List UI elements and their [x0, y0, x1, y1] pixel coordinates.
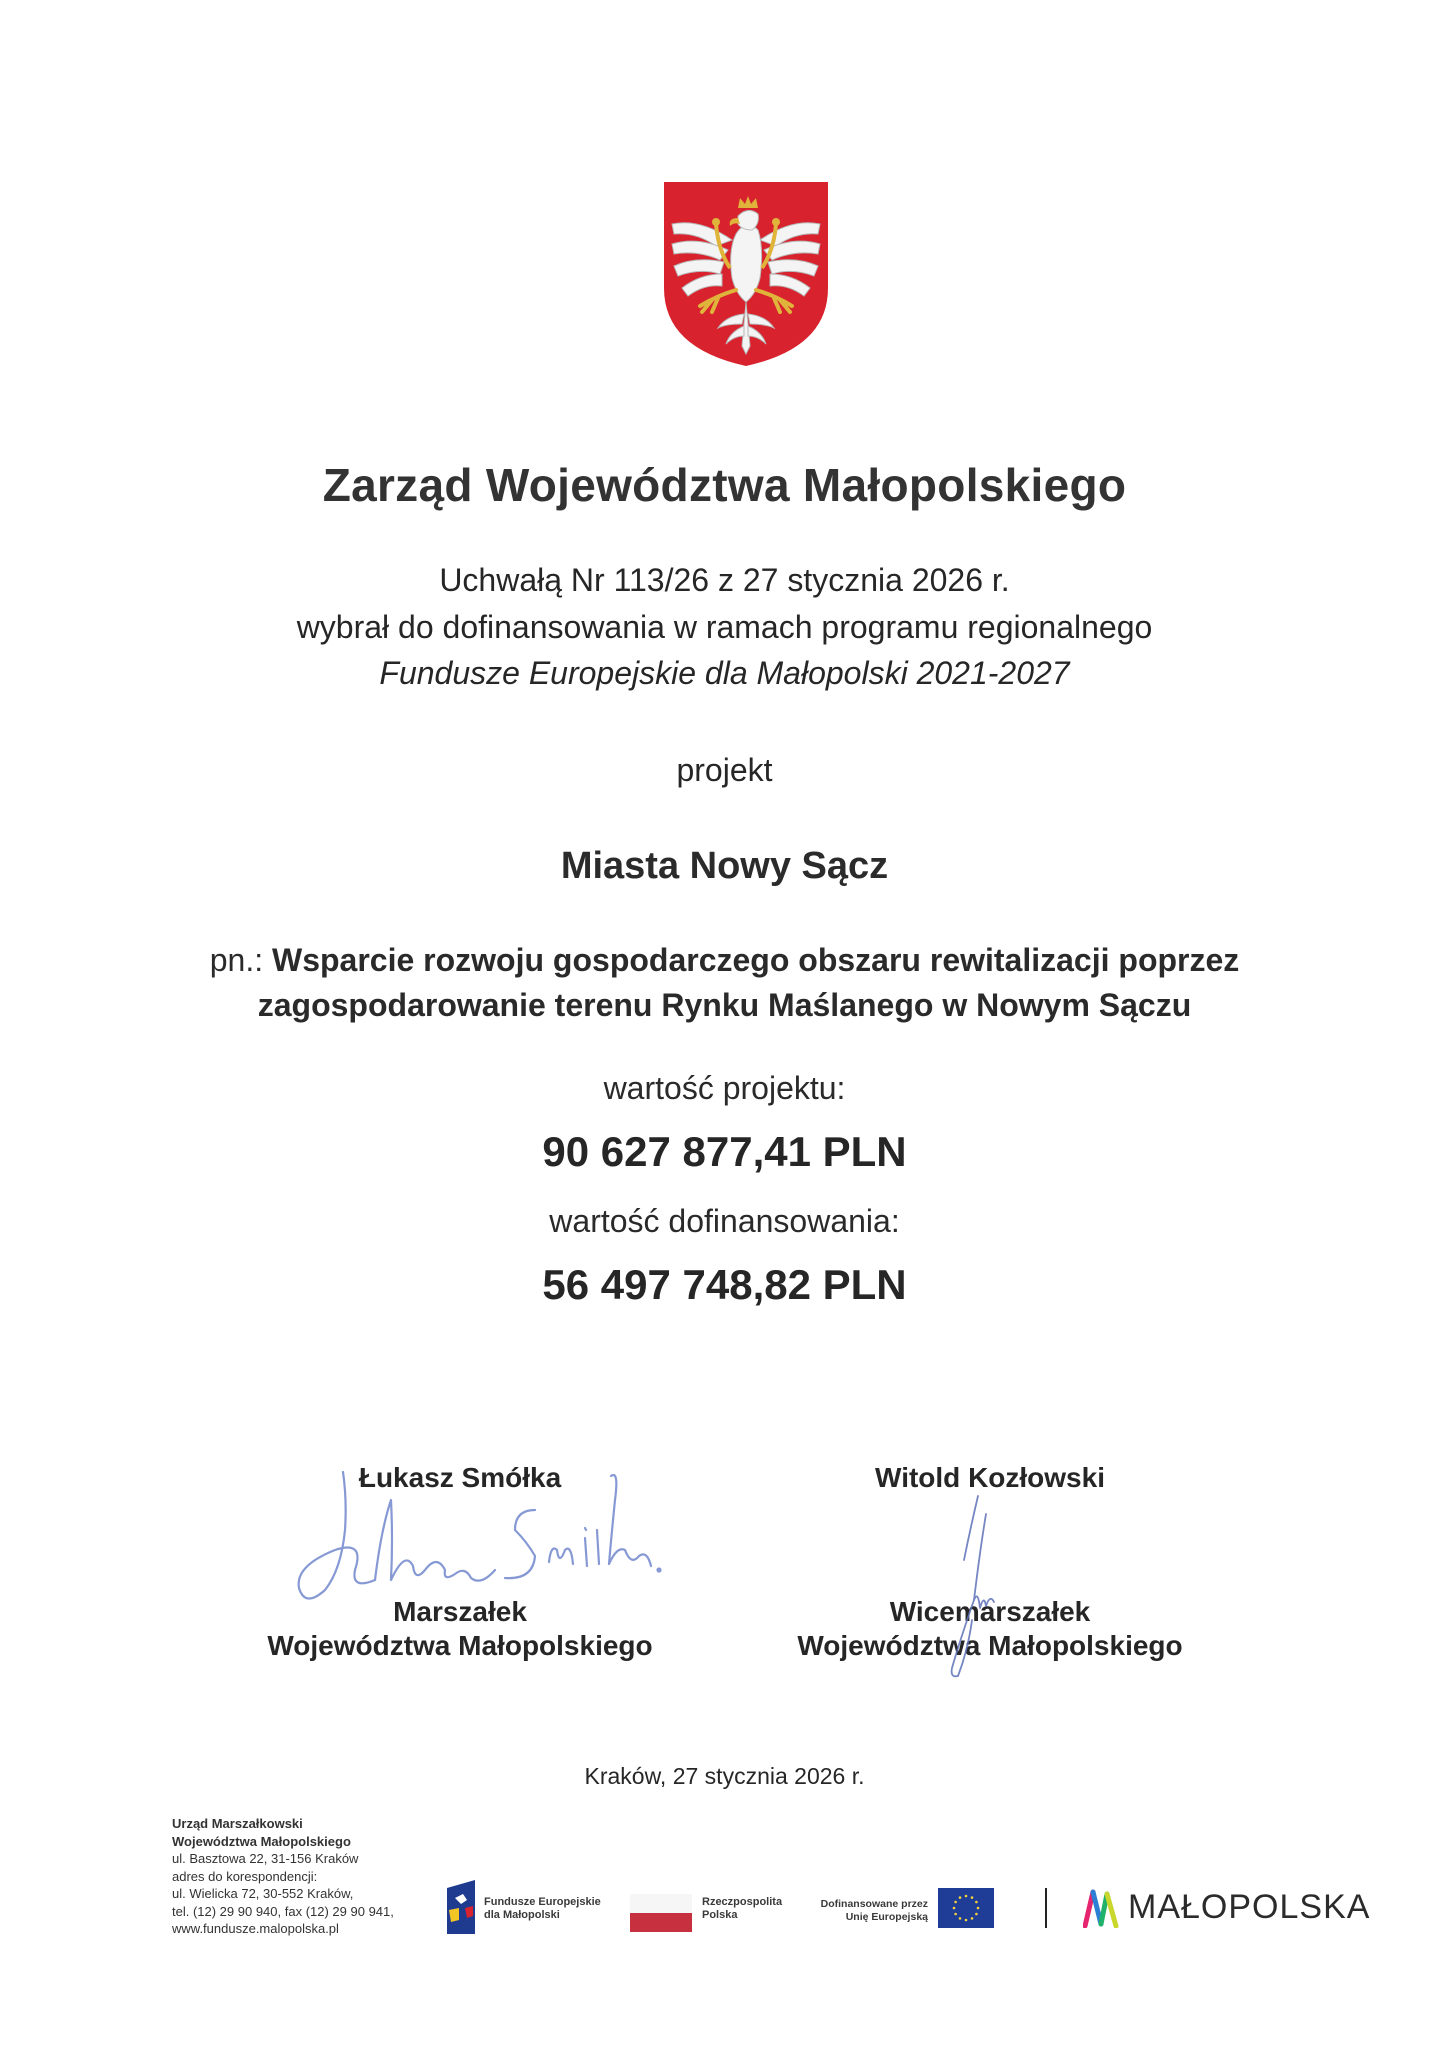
project-title-line-1	[0, 942, 1449, 979]
office-address-block	[172, 1815, 394, 1938]
malopolska-logo-text: MAŁOPOLSKA	[1128, 1888, 1371, 1926]
eu-funding-text: Dofinansowane przez Unię Europejską	[820, 1898, 928, 1923]
project-label: projekt	[676, 752, 773, 788]
signatory-1-role: Marszałek	[393, 1596, 527, 1627]
project-title-prefix: pn.:	[209, 942, 264, 978]
signatory-1-office: Województwa Małopolskiego	[267, 1630, 653, 1661]
office-name-line-1: Urząd Marszałkowski	[172, 1816, 303, 1831]
signatory-2-office: Województwa Małopolskiego	[797, 1630, 1183, 1661]
correspondence-address: ul. Wielicka 72, 30-552 Kraków,	[172, 1886, 354, 1901]
signatory-1-name: Łukasz Smółka	[358, 1462, 562, 1493]
place-and-date: Kraków, 27 stycznia 2026 r.	[584, 1763, 865, 1789]
polish-flag-icon	[630, 1894, 692, 1932]
resolution-line: Uchwałą Nr 113/26 z 27 stycznia 2026 r.	[439, 562, 1010, 598]
project-title-line-2: zagospodarowanie terenu Rynku Maślanego w Nowym Sączu	[257, 987, 1192, 1023]
phone-fax: tel. (12) 29 90 940, fax (12) 29 90 941,	[172, 1903, 394, 1919]
issuer-title: Zarząd Województwa Małopolskiego	[322, 459, 1127, 511]
logo-divider	[1045, 1888, 1047, 1928]
beneficiary-name: Miasta Nowy Sącz	[560, 845, 889, 887]
signatory-2-name: Witold Kozłowski	[875, 1462, 1105, 1493]
project-title-text-1: Wsparcie rozwoju gospodarczego obszaru rewitalizacji poprzez	[271, 942, 1240, 978]
correspondence-label: adres do korespondencji:	[172, 1868, 318, 1884]
eu-flag-icon	[938, 1888, 994, 1928]
signatory-2-role: Wicemarszałek	[889, 1596, 1091, 1627]
funding-value: 56 497 748,82 PLN	[542, 1261, 907, 1308]
website-link[interactable]: www.fundusze.malopolska.pl	[172, 1921, 339, 1936]
rzeczpospolita-logo-text: Rzeczpospolita Polska	[702, 1896, 783, 1921]
office-address: ul. Basztowa 22, 31-156 Kraków	[172, 1851, 359, 1866]
malopolska-logo-icon	[1083, 1888, 1119, 1928]
project-value-label: wartość projektu:	[603, 1070, 846, 1106]
fundusze-europejskie-logo-text: Fundusze Europejskie dla Małopolski	[484, 1896, 601, 1921]
program-name: Fundusze Europejskie dla Małopolski 2021-2027	[379, 655, 1070, 691]
project-value: 90 627 877,41 PLN	[542, 1128, 907, 1175]
office-name-line-2: Województwa Małopolskiego	[172, 1833, 351, 1849]
fundusze-europejskie-logo-icon	[447, 1880, 475, 1934]
selection-line: wybrał do dofinansowania w ramach programu regionalnego	[296, 609, 1153, 645]
funding-value-label: wartość dofinansowania:	[549, 1203, 900, 1239]
coat-of-arms-icon	[660, 178, 832, 368]
